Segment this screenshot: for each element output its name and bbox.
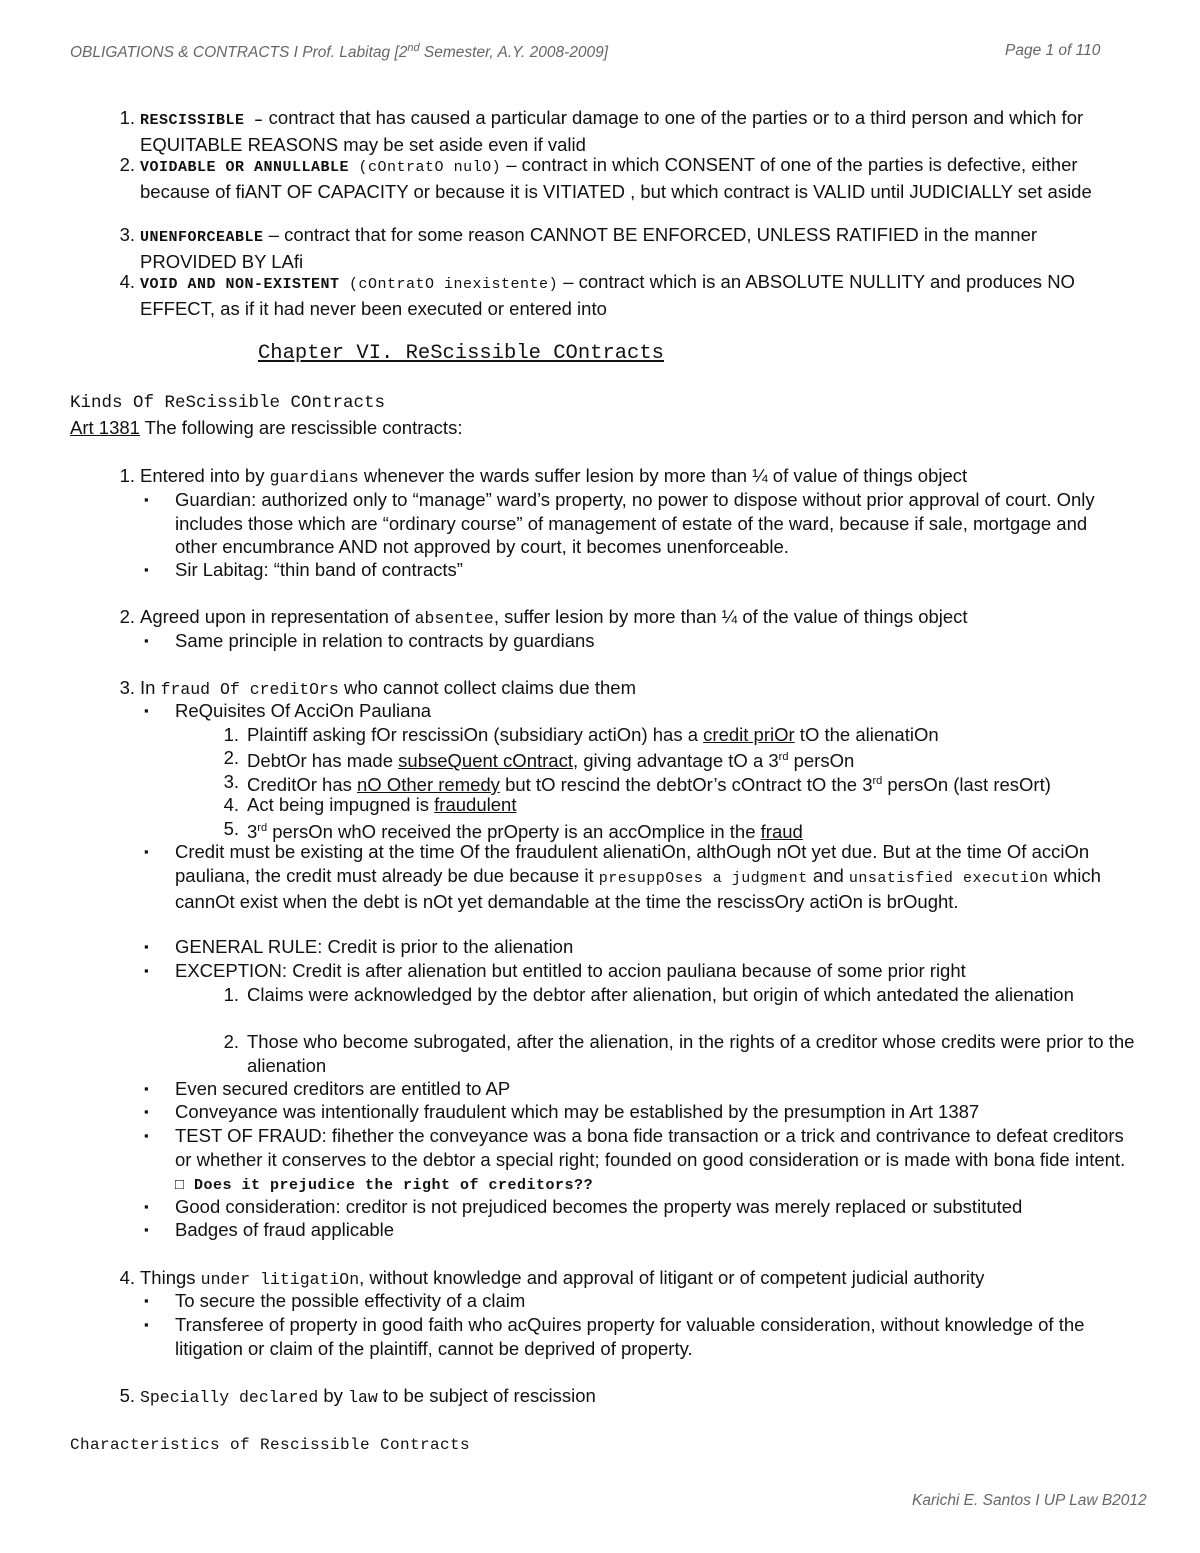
bullet-item: ▪ Badges of fraud applicable	[144, 1219, 395, 1240]
exception-item: 1. Claims were acknowledged by the debtor after alienation, but origin of which antedated the alienation	[223, 984, 1074, 1005]
bullet-item: ▪ Good consideration: creditor is not prejudiced becomes the property was merely replaced or substituted	[144, 1196, 1023, 1217]
bullet-item: ▪ Sir Labitag: “thin band of contracts”	[144, 559, 463, 580]
article-intro: Art 1381 The following are rescissible contracts:	[70, 417, 463, 438]
section-heading: Kinds Of ReScissible COntracts	[70, 393, 386, 413]
list-item: 5. Specially declared by law to be subject of rescission	[119, 1385, 596, 1407]
page-number: Page 1 of 110	[1005, 42, 1101, 59]
bullet-item: ▪ ReQuisites Of AcciOn Pauliana	[144, 700, 432, 721]
bullet-item: ▪ TEST OF FRAUD: fihether the conveyance was a bona fide transaction or a trick and contrivance to defeat creditors or whether it conserves to the debtor a special right; founded on good consideration or is made with bona fide intent. □ Does it prejudice the right of creditors??	[144, 1125, 1126, 1194]
bullet-item: ▪ Same principle in relation to contracts by guardians	[144, 630, 595, 651]
header-title: OBLIGATIONS & CONTRACTS I Prof. Labitag [2	[70, 44, 408, 62]
list-item: 2. VOIDABLE OR ANNULLABLE (cOntratO nulO) – contract in which CONSENT of one of the parties is defective, either because of fiANT OF CAPACITY or because it is VITIATED , but which contract is VALID until JUDICIALLY set aside	[119, 154, 1092, 202]
running-header: OBLIGATIONS & CONTRACTS I Prof. Labitag [2nd Semester, A.Y. 2008-2009]	[70, 42, 609, 62]
list-item: 1. RESCISSIBLE – contract that has caused a particular damage to one of the parties or to a third person and which for EQUITABLE REASONS may be set aside even if valid	[119, 107, 1084, 155]
bullet-item: ▪ Guardian: authorized only to “manage” ward’s property, no power to dispose without prior approval of court. Only includes those which are “ordinary course” of management of estate of the ward, because if sale, mortgage and other encumbrance AND not approved by court, it becomes unenforceable.	[144, 489, 1095, 557]
list-item: 2. Agreed upon in representation of absentee, suffer lesion by more than ¼ of the value of things object	[119, 606, 968, 628]
bullet-item: ▪ To secure the possible effectivity of a claim	[144, 1290, 526, 1311]
list-item: 3. UNENFORCEABLE – contract that for some reason CANNOT BE ENFORCED, UNLESS RATIFIED in the manner PROVIDED BY LAfi	[119, 224, 1038, 272]
list-item: 4. Things under litigatiOn, without knowledge and approval of litigant or of competent judicial authority	[119, 1267, 985, 1289]
chapter-title: Chapter VI. ReScissible COntracts	[258, 342, 664, 365]
bullet-item: ▪ EXCEPTION: Credit is after alienation but entitled to accion pauliana because of some prior right	[144, 960, 966, 981]
requisite-item: 1. Plaintiff asking fOr rescissiOn (subsidiary actiOn) has a credit priOr tO the alienatiOn	[223, 724, 939, 745]
bullet-item: ▪ Conveyance was intentionally fraudulent which may be established by the presumption in Art 1387	[144, 1101, 980, 1122]
bullet-item: ▪ GENERAL RULE: Credit is prior to the alienation	[144, 936, 574, 957]
list-item: 1. Entered into by guardians whenever the wards suffer lesion by more than ¼ of value of things object	[119, 465, 968, 487]
bullet-item: ▪ Even secured creditors are entitled to AP	[144, 1078, 511, 1099]
list-item: 3. In fraud Of creditOrs who cannot collect claims due them	[119, 677, 636, 699]
requisite-item: 2. DebtOr has made subseQuent cOntract, giving advantage tO a 3rd persOn	[223, 747, 855, 772]
running-footer: Karichi E. Santos I UP Law B2012	[912, 1492, 1147, 1509]
exception-item: 2. Those who become subrogated, after the alienation, in the rights of a creditor whose credits were prior to the alienation	[223, 1031, 1135, 1076]
list-item: 4. VOID AND NON-EXISTENT (cOntratO inexistente) – contract which is an ABSOLUTE NULLITY and produces NO EFFECT, as if it had never been executed or entered into	[119, 271, 1075, 319]
section-heading: Characteristics of Rescissible Contracts	[70, 1436, 471, 1454]
requisite-item: 4. Act being impugned is fraudulent	[223, 794, 517, 815]
bullet-item: ▪ Transferee of property in good faith who acQuires property for valuable consideration, without knowledge of the litigation or claim of the plaintiff, cannot be deprived of property.	[144, 1314, 1085, 1359]
requisite-item: 5. 3rd persOn whO received the prOperty is an accOmplice in the fraud	[223, 818, 803, 843]
bullet-item: ▪ Credit must be existing at the time Of the fraudulent alienatiOn, althOugh nOt yet due. But at the time Of acciOn pauliana, the credit must already be due because it presuppOses a judgment and unsatisfied executiOn which cannOt exist when the debt is nOt yet demandable at the time the rescissOry actiOn is brOught.	[144, 841, 1101, 912]
requisite-item: 3. CreditOr has nO Other remedy but tO rescind the debtOr’s cOntract tO the 3rd persOn (last resOrt)	[223, 771, 1051, 796]
